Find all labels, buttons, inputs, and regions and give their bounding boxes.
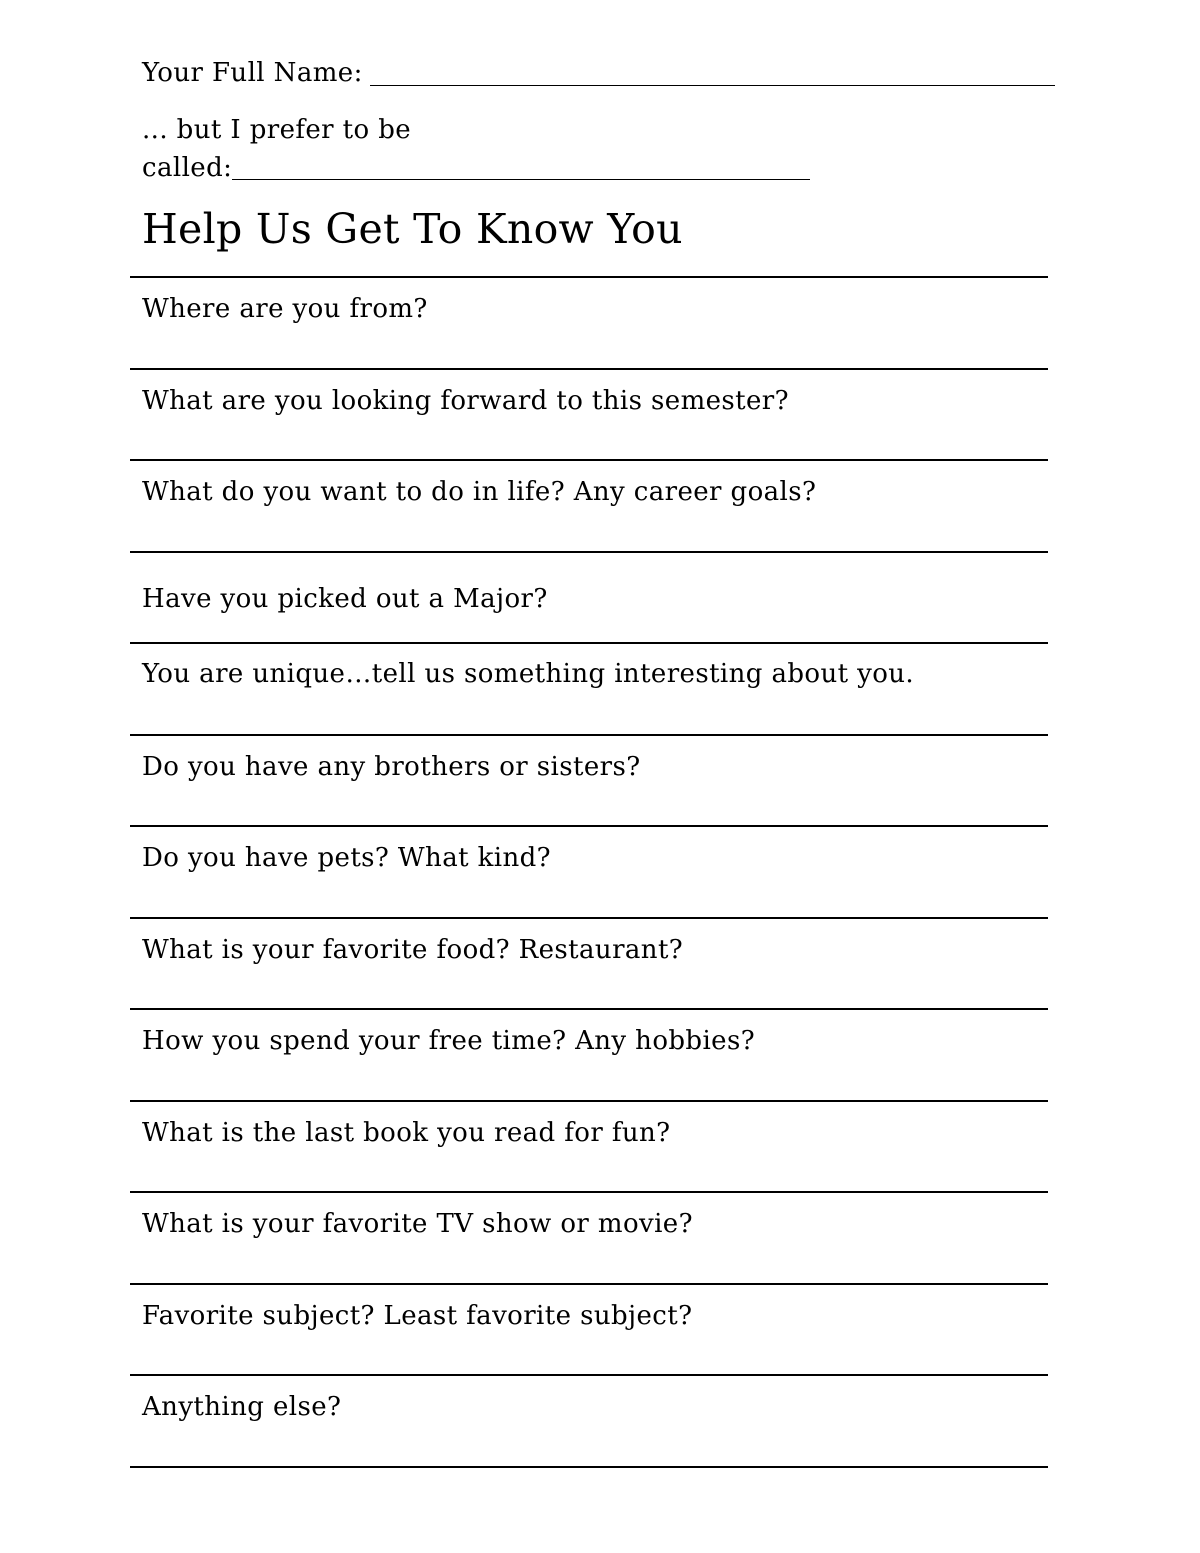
question-row[interactable] (130, 461, 1048, 553)
question-text: Favorite subject? Least favorite subject? (142, 1300, 693, 1331)
question-text: You are unique…tell us something interesting about you. (142, 659, 915, 689)
question-row[interactable] (130, 1285, 1048, 1377)
full-name-label: Your Full Name: (142, 58, 363, 88)
question-text: Have you picked out a Major? (142, 583, 548, 614)
question-text: What are you looking forward to this semester? (142, 385, 789, 416)
question-text: What is your favorite food? Restaurant? (142, 934, 684, 965)
question-row[interactable] (130, 644, 1048, 736)
question-row[interactable] (130, 370, 1048, 462)
preferred-name-label-line1: ... but I prefer to be (142, 115, 412, 145)
question-row[interactable] (130, 919, 1048, 1011)
question-row[interactable] (130, 1376, 1048, 1468)
question-text: What do you want to do in life? Any career goals? (142, 477, 817, 507)
question-text: What is the last book you read for fun? (142, 1117, 671, 1148)
question-list (130, 276, 1048, 1468)
question-row[interactable] (130, 827, 1048, 919)
question-row[interactable] (130, 278, 1048, 370)
question-text: Do you have any brothers or sisters? (142, 751, 641, 782)
question-text: Do you have pets? What kind? (142, 843, 552, 873)
question-text: How you spend your free time? Any hobbies? (142, 1026, 756, 1056)
question-row[interactable] (130, 1193, 1048, 1285)
preferred-name-label-line2: called: (142, 153, 233, 183)
preferred-name-blank-line[interactable] (232, 179, 810, 180)
question-row[interactable] (130, 1010, 1048, 1102)
question-text: Anything else? (142, 1392, 342, 1422)
question-row[interactable] (130, 553, 1048, 645)
question-row[interactable] (130, 736, 1048, 828)
question-text: What is your favorite TV show or movie? (142, 1209, 693, 1239)
full-name-blank-line[interactable] (370, 85, 1055, 86)
question-text: Where are you from? (142, 294, 428, 324)
question-row[interactable] (130, 1102, 1048, 1194)
form-title: Help Us Get To Know You (142, 205, 683, 253)
